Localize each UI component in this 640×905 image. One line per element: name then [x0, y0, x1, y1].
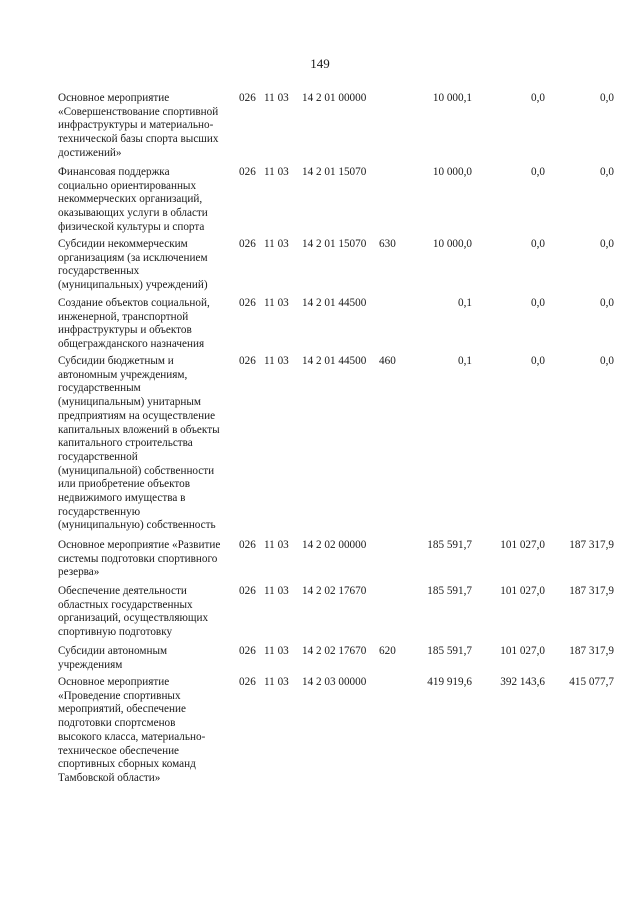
amount-year1-cell: 185 591,7: [427, 585, 472, 597]
row-name-line: Основное мероприятие «Развитие: [58, 539, 221, 551]
amount-year2-cell: 0,0: [531, 238, 545, 250]
amount-year1-cell: 185 591,7: [427, 539, 472, 551]
section-code-cell: 11 03: [264, 676, 289, 688]
row-name-line: организациям (за исключением: [58, 251, 208, 264]
row-name-line: мероприятий, обеспечение: [58, 703, 186, 716]
row-name-line: (муниципальной) собственности: [58, 464, 215, 477]
dept-code-cell: 026: [239, 645, 256, 657]
amount-year1-cell: 419 919,6: [427, 676, 472, 688]
section-code-cell: 11 03: [264, 238, 289, 250]
amount-year1-cell: 10 000,0: [432, 166, 472, 178]
expense-type-cell: 460: [379, 355, 396, 367]
row-name-line: Субсидии автономным: [58, 645, 168, 657]
dept-code-cell: 026: [239, 297, 256, 309]
row-name-line: резерва»: [58, 566, 100, 579]
row-name-line: автономным учреждениям,: [58, 368, 188, 381]
amount-year2-cell: 0,0: [531, 355, 545, 367]
dept-code-cell: 026: [239, 539, 256, 551]
row-name-line: техническое обеспечение: [58, 744, 180, 757]
section-code-cell: 11 03: [264, 297, 289, 309]
amount-year3-cell: 187 317,9: [569, 539, 614, 551]
amount-year3-cell: 0,0: [600, 166, 614, 178]
row-name-line: инфраструктуры и объектов: [58, 324, 192, 337]
row-name: [58, 238, 234, 293]
row-name-line: капитальных вложений в объекты: [58, 423, 220, 436]
amount-year2-cell: 101 027,0: [500, 645, 545, 657]
row-name-line: общегражданского назначения: [58, 338, 205, 351]
amount-year3-cell: 0,0: [600, 297, 614, 309]
row-name-line: (муниципальную) собственность: [58, 519, 216, 532]
row-name: [58, 166, 234, 235]
amount-year2-cell: 101 027,0: [500, 585, 545, 597]
row-name-line: высокого класса, материально-: [58, 730, 206, 743]
dept-code-cell: 026: [239, 166, 256, 178]
row-name-line: «Проведение спортивных: [58, 689, 181, 702]
section-code-cell: 11 03: [264, 166, 289, 178]
row-name-line: оказывающих услуги в области: [58, 207, 208, 220]
row-name-line: областных государственных: [58, 598, 193, 611]
row-name-line: Создание объектов социальной,: [58, 297, 210, 309]
row-name-line: системы подготовки спортивного: [58, 552, 218, 565]
row-name-line: (муниципальным) унитарным: [58, 396, 201, 409]
row-name-line: недвижимого имущества в: [58, 492, 186, 505]
amount-year3-cell: 0,0: [600, 238, 614, 250]
amount-year2-cell: 0,0: [531, 297, 545, 309]
row-name: [58, 676, 234, 786]
row-name-line: учреждениям: [58, 658, 123, 671]
target-article-cell: 14 2 02 17670: [302, 585, 367, 597]
row-name-line: организаций, осуществляющих: [58, 612, 209, 625]
row-name-line: некоммерческих организаций,: [58, 193, 203, 206]
target-article-cell: 14 2 02 17670: [302, 645, 367, 657]
section-code-cell: 11 03: [264, 355, 289, 367]
row-name-line: достижений»: [58, 146, 122, 159]
row-name-line: социально ориентированных: [58, 179, 197, 192]
amount-year1-cell: 0,1: [458, 297, 472, 309]
amount-year1-cell: 10 000,0: [432, 238, 472, 250]
row-name-line: Основное мероприятие: [58, 92, 170, 104]
amount-year2-cell: 101 027,0: [500, 539, 545, 551]
row-name: [58, 539, 234, 580]
amount-year3-cell: 415 077,7: [569, 676, 614, 688]
amount-year1-cell: 185 591,7: [427, 645, 472, 657]
expense-type-cell: 630: [379, 238, 396, 250]
target-article-cell: 14 2 01 15070: [302, 238, 367, 250]
dept-code-cell: 026: [239, 676, 256, 688]
section-code-cell: 11 03: [264, 539, 289, 551]
row-name-line: государственных: [58, 265, 140, 278]
row-name: [58, 297, 234, 352]
row-name-line: Тамбовской области»: [58, 771, 161, 784]
row-name-line: Основное мероприятие: [58, 676, 170, 688]
dept-code-cell: 026: [239, 92, 256, 104]
amount-year1-cell: 0,1: [458, 355, 472, 367]
section-code-cell: 11 03: [264, 645, 289, 657]
target-article-cell: 14 2 01 15070: [302, 166, 367, 178]
row-name: [58, 92, 234, 161]
row-name-line: Обеспечение деятельности: [58, 585, 187, 597]
target-article-cell: 14 2 02 00000: [302, 539, 367, 551]
row-name-line: спортивную подготовку: [58, 626, 173, 639]
section-code-cell: 11 03: [264, 585, 289, 597]
section-code-cell: 11 03: [264, 92, 289, 104]
amount-year3-cell: 187 317,9: [569, 645, 614, 657]
amount-year3-cell: 187 317,9: [569, 585, 614, 597]
row-name-line: (муниципальных) учреждений): [58, 279, 208, 292]
amount-year3-cell: 0,0: [600, 92, 614, 104]
row-name-line: Субсидии некоммерческим: [58, 238, 188, 250]
target-article-cell: 14 2 01 44500: [302, 355, 367, 367]
dept-code-cell: 026: [239, 355, 256, 367]
row-name-line: физической культуры и спорта: [58, 220, 205, 233]
row-name-line: инфраструктуры и материально-: [58, 119, 214, 132]
row-name: [58, 355, 234, 533]
row-name: [58, 645, 234, 672]
row-name-line: инженерной, транспортной: [58, 310, 189, 323]
expense-type-cell: 620: [379, 645, 396, 657]
row-name-line: или приобретение объектов: [58, 478, 191, 491]
row-name: [58, 585, 234, 640]
dept-code-cell: 026: [239, 585, 256, 597]
row-name-line: Субсидии бюджетным и: [58, 355, 174, 367]
amount-year2-cell: 0,0: [531, 166, 545, 178]
amount-year2-cell: 0,0: [531, 92, 545, 104]
row-name-line: Финансовая поддержка: [58, 166, 170, 178]
amount-year1-cell: 10 000,1: [432, 92, 472, 104]
target-article-cell: 14 2 03 00000: [302, 676, 367, 688]
page-number: 149: [310, 56, 330, 71]
target-article-cell: 14 2 01 44500: [302, 297, 367, 309]
row-name-line: государственную: [58, 505, 141, 518]
amount-year3-cell: 0,0: [600, 355, 614, 367]
row-name-line: капитального строительства: [58, 437, 193, 450]
row-name-line: предприятиям на осуществление: [58, 409, 216, 422]
row-name-line: спортивных сборных команд: [58, 758, 196, 771]
amount-year2-cell: 392 143,6: [500, 676, 545, 688]
row-name-line: государственной: [58, 450, 138, 463]
dept-code-cell: 026: [239, 238, 256, 250]
row-name-line: технической базы спорта высших: [58, 133, 219, 146]
row-name-line: подготовки спортсменов: [58, 717, 176, 730]
row-name-line: государственным: [58, 382, 141, 395]
row-name-line: «Совершенствование спортивной: [58, 105, 219, 118]
target-article-cell: 14 2 01 00000: [302, 92, 367, 104]
